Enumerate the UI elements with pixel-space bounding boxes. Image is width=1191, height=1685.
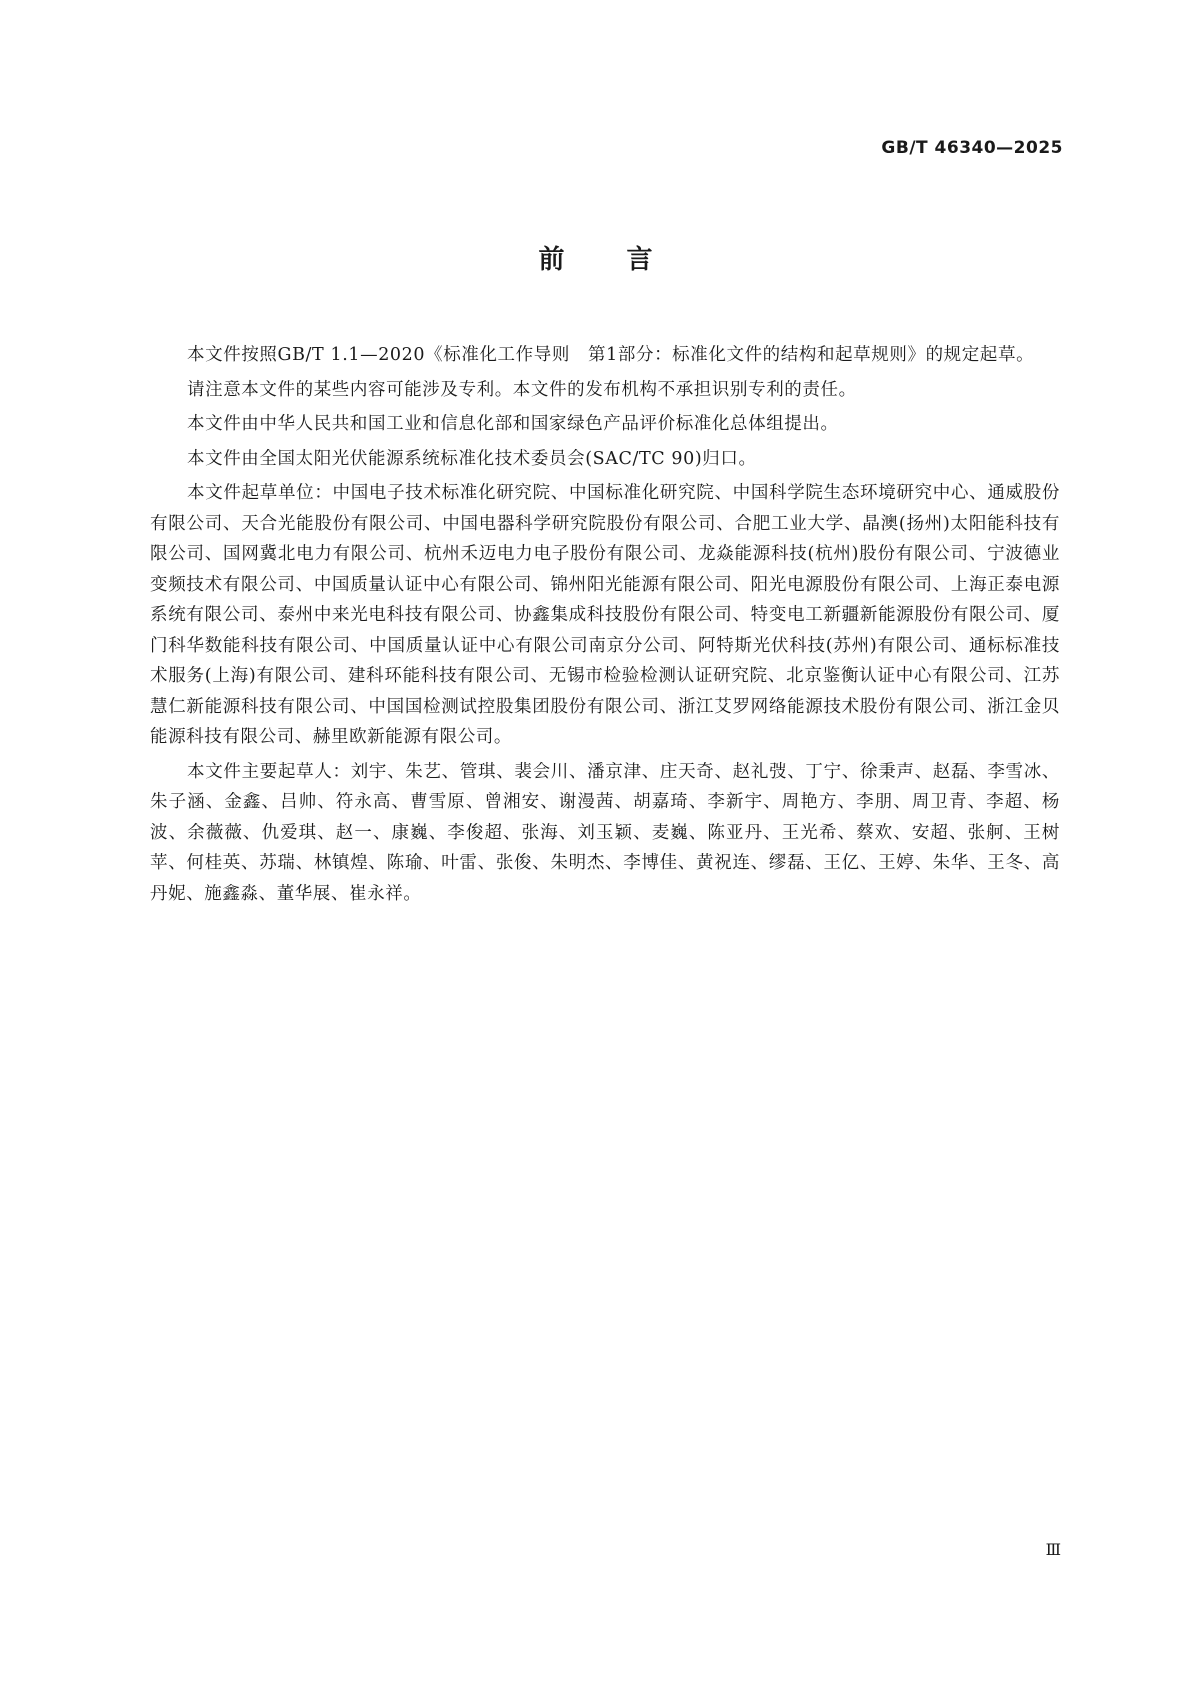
paragraph-proposed-by: 本文件由中华人民共和国工业和信息化部和国家绿色产品评价标准化总体组提出。 [187, 414, 839, 434]
paragraph-drafting-organizations: 本文件起草单位：中国电子技术标准化研究院、中国标准化研究院、中国科学院生态环境研究中心、通威股份有限公司、天合光能股份有限公司、中国电器科学研究院股份有限公司、合肥工业大学、晶澳(扬州)太阳能科技有限公司、国网冀北电力有限公司、杭州禾迈电力电子股份有限公司、龙焱能源科技(杭州)股份有限公司、宁波德业变频技术有限公司、中国质量认证中心有限公司、锦州阳光能源有限公司、阳光电源股份有限公司、上海正泰电源系统有限公司、泰州中来光电科技有限公司、协鑫集成科技股份有限公司、特变电工新疆新能源股份有限公司、厦门科华数能科技有限公司、中国质量认证中心有限公司南京分公司、阿特斯光伏科技(苏州)有限公司、通标标准技术服务(上海)有限公司、建科环能科技有限公司、无锡市检验检测认证研究院、北京鉴衡认证中心有限公司、江苏慧仁新能源科技有限公司、中国国检测试控股集团股份有限公司、浙江艾罗网络能源技术股份有限公司、浙江金贝能源科技有限公司、赫里欧新能源有限公司。 [150, 483, 1060, 747]
paragraph-main-drafters: 本文件主要起草人：刘宇、朱艺、管琪、裴会川、潘京津、庄天奇、赵礼弢、丁宁、徐秉声、赵磊、李雪冰、朱子涵、金鑫、吕帅、符永高、曹雪原、曾湘安、谢漫茜、胡嘉琦、李新宇、周艳方、李朋、周卫青、李超、杨波、余薇薇、仇爱琪、赵一、康巍、李俊超、张海、刘玉颖、麦巍、陈亚丹、王光希、蔡欢、安超、张舸、王树苹、何桂英、苏瑞、林镇煌、陈瑜、叶雷、张俊、朱明杰、李博佳、黄祝连、缪磊、王亿、王婷、朱华、王冬、高丹妮、施鑫淼、董华展、崔永祥。 [150, 761, 1060, 904]
paragraph-drafting-rules: 本文件按照GB/T 1.1—2020《标准化工作导则 第1部分：标准化文件的结构和起草规则》的规定起草。 [187, 345, 1035, 365]
standard-number: GB/T 46340—2025 [881, 138, 1063, 158]
page-number: Ⅲ [1045, 1540, 1061, 1559]
page-title: 前言 [538, 245, 715, 275]
foreword-content [150, 340, 1060, 913]
paragraph-administered-by: 本文件由全国太阳光伏能源系统标准化技术委员会(SAC/TC 90)归口。 [187, 448, 757, 469]
paragraph-patent-notice: 请注意本文件的某些内容可能涉及专利。本文件的发布机构不承担识别专利的责任。 [187, 379, 857, 400]
